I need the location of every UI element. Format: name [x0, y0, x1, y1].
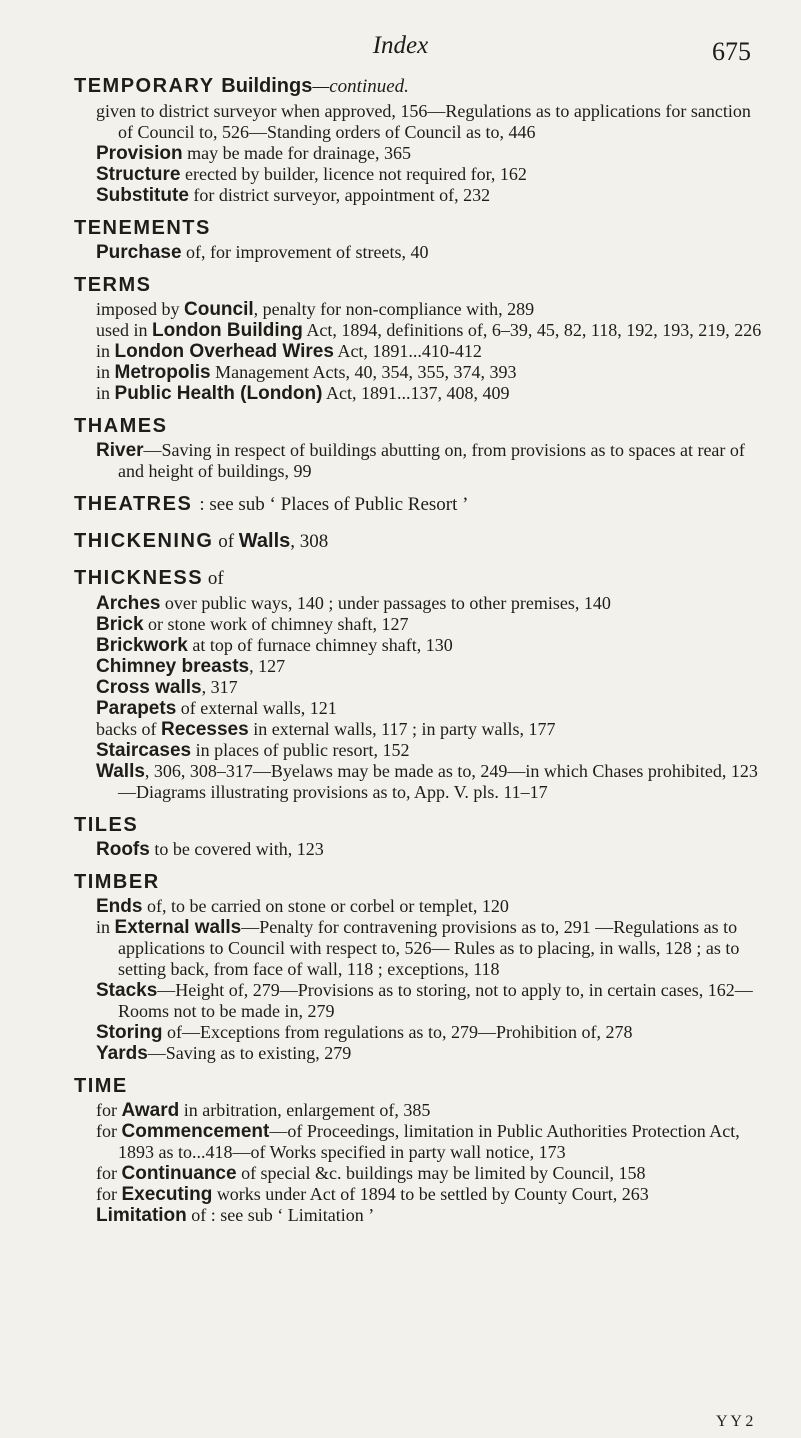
page-number: 675 — [712, 37, 751, 66]
subentry-key: Council — [184, 299, 254, 320]
heading-cross-ref: : see sub ‘ Places of Public Resort ’ — [199, 494, 469, 515]
subentry-text: Act, 1894, definitions of, 6–39, 45, 82, 118, 192, 193, 219, 226 — [302, 320, 762, 340]
spacer — [74, 803, 764, 813]
index-subentry — [96, 383, 764, 404]
index-heading — [74, 492, 764, 517]
subentry-text: works under Act of 1894 to be settled by County Court, 263 — [212, 1184, 649, 1204]
subentry-text: given to district surveyor when approved, 156—Regulations as to applications for sanction of Council to, 526—Standing orders of Council as to, 446 — [96, 101, 751, 142]
heading-page-ref: , 308 — [290, 531, 329, 552]
heading-word: TIMBER — [74, 871, 160, 893]
subentry-text: —Saving in respect of buildings abutting on, from provisions as to spaces at rear of and height of buildings, 99 — [118, 440, 745, 481]
spacer — [74, 263, 764, 273]
subentry-text: Act, 1891...137, 408, 409 — [322, 383, 510, 403]
subentry-prefix: used in — [96, 320, 152, 340]
heading-key: Walls — [238, 530, 291, 552]
spacer — [74, 519, 764, 529]
subentry-text: in external walls, 117 ; in party walls, 177 — [248, 719, 556, 739]
subentry-key: London Building — [152, 320, 303, 341]
subentry-key: Walls — [96, 761, 145, 782]
subentry-key: River — [96, 440, 144, 461]
subentry-key: Yards — [96, 1043, 148, 1064]
index-subentry — [96, 656, 764, 677]
subentry-text: Act, 1891...410-412 — [333, 341, 482, 361]
subentry-text: in places of public resort, 152 — [191, 740, 410, 760]
subentry-key: Public Health (London) — [114, 383, 323, 404]
spacer — [74, 482, 764, 492]
index-subentry — [96, 761, 764, 803]
subentry-prefix: in — [96, 362, 115, 382]
heading-subword: Buildings — [221, 75, 313, 97]
subentry-key: Staircases — [96, 740, 192, 761]
subentry-text: —Height of, 279—Provisions as to storing, not to apply to, in certain cases, 162—Rooms not to be made in, 279 — [118, 980, 753, 1021]
index-subentry — [96, 677, 764, 698]
subentry-key: Brickwork — [96, 635, 188, 656]
index-heading — [74, 529, 764, 554]
subentry-text: , 127 — [249, 656, 286, 676]
heading-continued: —continued. — [312, 76, 409, 97]
index-subentry — [96, 143, 764, 164]
heading-word: THICKNESS — [74, 567, 204, 589]
subentry-key: London Overhead Wires — [114, 341, 334, 362]
subentry-text: for district surveyor, appointment of, 232 — [188, 185, 491, 205]
spacer — [74, 1064, 764, 1074]
index-heading — [74, 74, 764, 99]
subentry-text: —Saving as to existing, 279 — [147, 1043, 352, 1063]
subentry-key: Parapets — [96, 698, 177, 719]
subentry-prefix: for — [96, 1121, 122, 1141]
heading-word: TENEMENTS — [74, 217, 211, 239]
index-subentry — [96, 1043, 764, 1064]
heading-word: THEATRES — [74, 493, 193, 515]
index-heading — [74, 566, 764, 591]
subentry-key: Commencement — [121, 1121, 270, 1142]
index-subentry — [96, 1100, 764, 1121]
subentry-prefix: in — [96, 383, 115, 403]
index-heading — [74, 273, 764, 297]
heading-word: TIME — [74, 1075, 128, 1097]
index-subentry — [96, 299, 764, 320]
heading-word: THICKENING — [74, 530, 214, 552]
index-subentry — [96, 320, 764, 341]
subentry-text: —Penalty for contravening provisions as to, 291 —Regulations as to applications to Council with respect to, 526— Rules as to placing, in walls, 128 ; as to setting back, from face of wall, 118 ; exceptions, 118 — [118, 917, 740, 979]
subentry-text: to be covered with, 123 — [149, 839, 324, 859]
subentry-prefix: imposed by — [96, 299, 184, 319]
index-subentry — [96, 635, 764, 656]
signature-mark: Y Y 2 — [716, 1413, 754, 1430]
index-heading — [74, 414, 764, 438]
index-subentry — [96, 242, 764, 263]
index-subentry — [96, 440, 764, 482]
spacer — [74, 556, 764, 566]
index-subentry — [96, 917, 764, 980]
index-subentry — [96, 980, 764, 1022]
subentry-key: Executing — [121, 1184, 213, 1205]
subentry-text: , 306, 308–317—Byelaws may be made as to, 249—in which Chases prohibited, 123—Diagrams illustrating provisions as to, App. V. pls. 11–17 — [118, 761, 758, 802]
spacer — [74, 404, 764, 414]
subentry-key: Award — [121, 1100, 180, 1121]
index-entries — [74, 74, 764, 1226]
subentry-text: , penalty for non-compliance with, 289 — [253, 299, 535, 319]
subentry-text: of external walls, 121 — [176, 698, 337, 718]
subentry-key: Cross walls — [96, 677, 202, 698]
subentry-key: Roofs — [96, 839, 150, 860]
index-subentry — [96, 1184, 764, 1205]
subentry-key: Ends — [96, 896, 143, 917]
index-subentry — [96, 362, 764, 383]
index-heading — [74, 870, 764, 894]
heading-text: of — [203, 568, 224, 589]
heading-word: TILES — [74, 814, 139, 836]
subentry-key: Limitation — [96, 1205, 187, 1226]
subentry-key: External walls — [114, 917, 242, 938]
index-subentry — [96, 1121, 764, 1163]
subentry-text: of special &c. buildings may be limited by Council, 158 — [236, 1163, 646, 1183]
index-subentry — [96, 740, 764, 761]
subentry-key: Purchase — [96, 242, 182, 263]
index-subentry — [96, 185, 764, 206]
subentry-text: over public ways, 140 ; under passages to other premises, 140 — [160, 593, 611, 613]
subentry-key: Storing — [96, 1022, 163, 1043]
subentry-text: —of Proceedings, limitation in Public Authorities Protection Act, 1893 as to...418—of Works specified in party wall notice, 173 — [118, 1121, 740, 1162]
subentry-text: at top of furnace chimney shaft, 130 — [187, 635, 453, 655]
heading-word: TEMPORARY — [74, 75, 215, 97]
index-subentry — [96, 1163, 764, 1184]
heading-text: of — [213, 531, 239, 552]
running-head: Index — [372, 32, 429, 59]
subentry-text: in arbitration, enlargement of, 385 — [179, 1100, 431, 1120]
subentry-text: of—Exceptions from regulations as to, 279—Prohibition of, 278 — [162, 1022, 633, 1042]
subentry-text: of : see sub ‘ Limitation ’ — [186, 1205, 375, 1225]
index-subentry — [96, 719, 764, 740]
subentry-prefix: backs of — [96, 719, 161, 739]
subentry-key: Brick — [96, 614, 144, 635]
spacer — [74, 206, 764, 216]
index-subentry — [96, 614, 764, 635]
subentry-text: erected by builder, licence not required for, 162 — [180, 164, 527, 184]
index-subentry — [96, 1022, 764, 1043]
index-subentry — [96, 896, 764, 917]
index-heading — [74, 1074, 764, 1098]
subentry-text: , 317 — [201, 677, 238, 697]
subentry-text: or stone work of chimney shaft, 127 — [143, 614, 409, 634]
index-subentry — [96, 101, 764, 143]
subentry-text: Management Acts, 40, 354, 355, 374, 393 — [210, 362, 517, 382]
subentry-key: Provision — [96, 143, 183, 164]
index-subentry — [96, 698, 764, 719]
subentry-text: may be made for drainage, 365 — [182, 143, 411, 163]
subentry-prefix: for — [96, 1184, 122, 1204]
subentry-key: Metropolis — [114, 362, 211, 383]
heading-word: THAMES — [74, 415, 168, 437]
subentry-key: Continuance — [121, 1163, 237, 1184]
subentry-prefix: for — [96, 1100, 122, 1120]
subentry-key: Substitute — [96, 185, 189, 206]
index-heading — [74, 813, 764, 837]
subentry-prefix: in — [96, 917, 115, 937]
index-subentry — [96, 839, 764, 860]
index-heading — [74, 216, 764, 240]
index-subentry — [96, 164, 764, 185]
index-subentry — [96, 341, 764, 362]
heading-word: TERMS — [74, 274, 152, 296]
subentry-key: Recesses — [160, 719, 249, 740]
subentry-text: of, for improvement of streets, 40 — [181, 242, 429, 262]
spacer — [74, 860, 764, 870]
index-subentry — [96, 593, 764, 614]
subentry-prefix: in — [96, 341, 115, 361]
index-subentry — [96, 1205, 764, 1226]
subentry-key: Stacks — [96, 980, 158, 1001]
subentry-key: Structure — [96, 164, 181, 185]
subentry-key: Chimney breasts — [96, 656, 250, 677]
subentry-prefix: for — [96, 1163, 122, 1183]
subentry-text: of, to be carried on stone or corbel or templet, 120 — [142, 896, 509, 916]
subentry-key: Arches — [96, 593, 161, 614]
